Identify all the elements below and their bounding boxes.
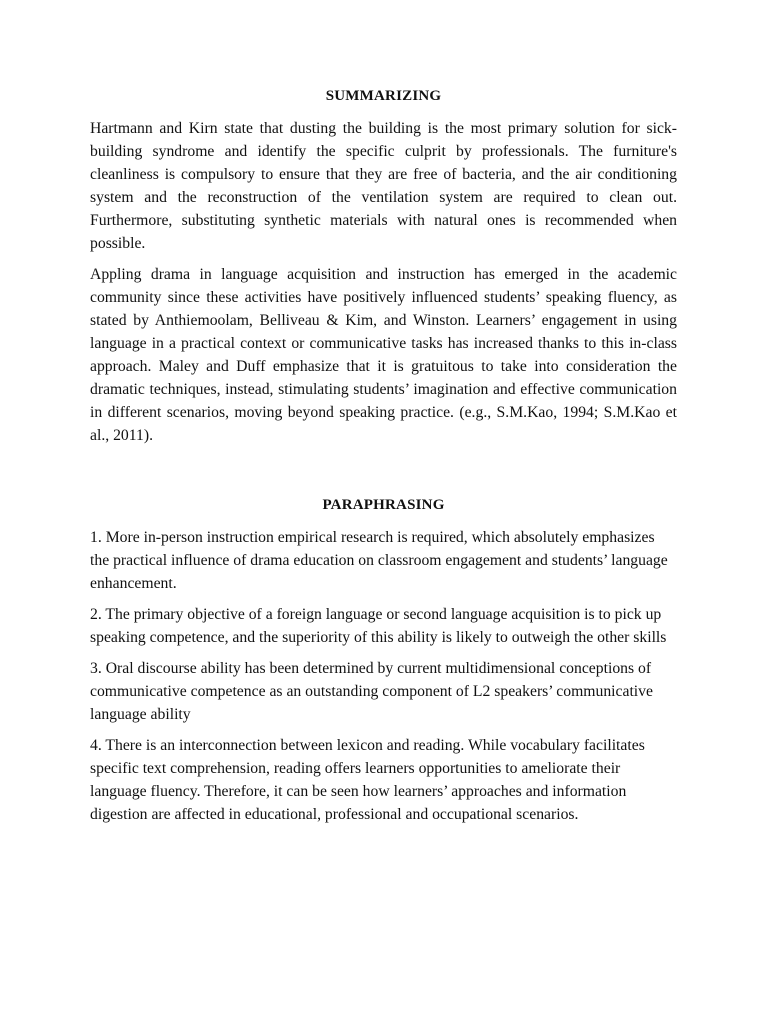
paraphrase-item-2: 2. The primary objective of a foreign language or second language acquisition is to pick up speaking competence, and the superiority of this ability is likely to outweigh the other skills <box>90 606 667 646</box>
summary-paragraph-1: Hartmann and Kirn state that dusting the building is the most primary solution for sick-building syndrome and identify the specific culprit by professionals. The furniture's cleanliness is compulsory to ensure that they are free of bacteria, and the air conditioning system and the reconstruction of the ventilation system are required to clean out. Furthermore, substituting synthetic materials with natural ones is recommended when possible. <box>90 120 677 252</box>
document-page <box>90 88 677 834</box>
summary-paragraph-2: Appling drama in language acquisition and instruction has emerged in the academic community since these activities have positively influenced students’ speaking fluency, as stated by Anthiemoolam, Belliveau & Kim, and Winston. Learners’ engagement in using language in a practical context or communicative tasks has increased thanks to this in-class approach. Maley and Duff emphasize that it is gratuitous to take into consideration the dramatic techniques, instead, stimulating students’ imagination and effective communication in different scenarios, moving beyond speaking practice. (e.g., S.M.Kao, 1994; S.M.Kao et al., 2011). <box>90 266 677 444</box>
paraphrase-item-4: 4. There is an interconnection between lexicon and reading. While vocabulary facilitates specific text comprehension, reading offers learners opportunities to ameliorate their language fluency. Therefore, it can be seen how learners’ approaches and information digestion are affected in educational, professional and occupational scenarios. <box>90 737 645 823</box>
summarizing-heading: SUMMARIZING <box>325 88 442 104</box>
paraphrasing-heading: PARAPHRASING <box>322 497 445 513</box>
paraphrase-item-3: 3. Oral discourse ability has been determined by current multidimensional conceptions of communicative competence as an outstanding component of L2 speakers’ communicative language ability <box>90 660 653 723</box>
paraphrase-item-1: 1. More in-person instruction empirical research is required, which absolutely emphasizes the practical influence of drama education on classroom engagement and students’ language enhancement. <box>90 529 668 592</box>
